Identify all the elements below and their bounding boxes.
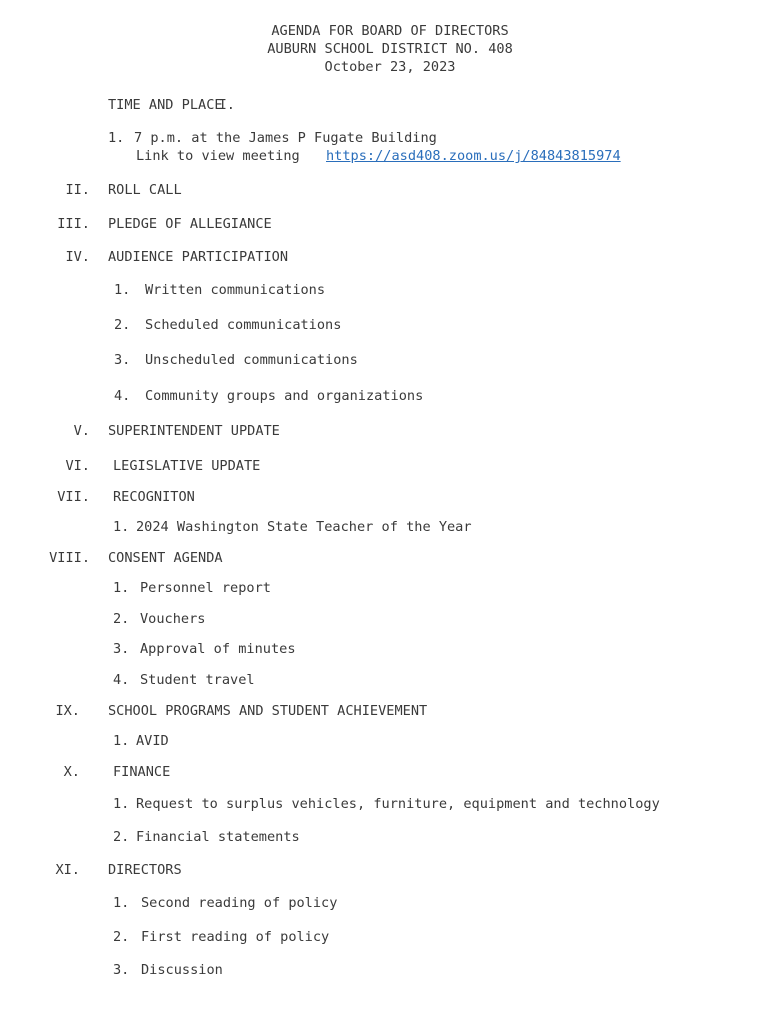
- section-title-finance: FINANCE: [113, 764, 171, 780]
- section-title-pledge: PLEDGE OF ALLEGIANCE: [108, 216, 272, 232]
- list-item: Community groups and organizations: [145, 388, 424, 404]
- item-number: 2.: [113, 611, 130, 627]
- section-title-recognition: RECOGNITON: [113, 489, 195, 505]
- list-item: Approval of minutes: [140, 641, 296, 657]
- meeting-date: October 23, 2023: [324, 59, 456, 75]
- section-numeral: VIII.: [49, 550, 90, 566]
- item-number: 2.: [114, 317, 131, 333]
- item-number: 1.: [113, 796, 130, 812]
- item-number: 4.: [113, 672, 130, 688]
- meeting-link-label: Link to view meeting: [136, 148, 300, 164]
- item-number: 1.: [113, 580, 130, 596]
- section-numeral: V.: [73, 423, 90, 439]
- meeting-location: 7 p.m. at the James P Fugate Building: [134, 130, 437, 146]
- section-numeral: IV.: [65, 249, 90, 265]
- item-number: 3.: [114, 352, 131, 368]
- list-item: First reading of policy: [141, 929, 330, 945]
- item-number: 1.: [108, 130, 125, 146]
- list-item: Discussion: [141, 962, 223, 978]
- section-title-time-and-place: TIME AND PLACE: [108, 97, 223, 113]
- section-numeral: X.: [63, 764, 80, 780]
- item-number: 1.: [113, 519, 130, 535]
- section-title-directors: DIRECTORS: [108, 862, 182, 878]
- item-number: 2.: [113, 829, 130, 845]
- district-name: AUBURN SCHOOL DISTRICT NO. 408: [267, 41, 513, 57]
- item-number: 2.: [113, 929, 130, 945]
- list-item: Personnel report: [140, 580, 271, 596]
- section-title-consent-agenda: CONSENT AGENDA: [108, 550, 223, 566]
- agenda-title: AGENDA FOR BOARD OF DIRECTORS: [271, 23, 509, 39]
- list-item: 2024 Washington State Teacher of the Year: [136, 519, 472, 535]
- item-number: 1.: [114, 282, 131, 298]
- item-number: 4.: [114, 388, 131, 404]
- item-number: 1.: [113, 733, 130, 749]
- meeting-zoom-link[interactable]: https://asd408.zoom.us/j/84843815974: [326, 148, 621, 164]
- section-numeral: IX.: [55, 703, 80, 719]
- list-item: Request to surplus vehicles, furniture, equipment and technology: [136, 796, 660, 812]
- section-title-audience-participation: AUDIENCE PARTICIPATION: [108, 249, 289, 265]
- section-numeral: II.: [65, 182, 90, 198]
- section-numeral: VI.: [65, 458, 90, 474]
- list-item: Vouchers: [140, 611, 206, 627]
- list-item: Financial statements: [136, 829, 300, 845]
- list-item: Unscheduled communications: [145, 352, 358, 368]
- item-number: 3.: [113, 641, 130, 657]
- section-title-roll-call: ROLL CALL: [108, 182, 182, 198]
- list-item: Student travel: [140, 672, 255, 688]
- section-title-superintendent-update: SUPERINTENDENT UPDATE: [108, 423, 280, 439]
- section-numeral: XI.: [55, 862, 80, 878]
- section-numeral: III.: [57, 216, 90, 232]
- list-item: Scheduled communications: [145, 317, 342, 333]
- item-number: 3.: [113, 962, 130, 978]
- section-title-school-programs: SCHOOL PROGRAMS AND STUDENT ACHIEVEMENT: [108, 703, 428, 719]
- section-numeral: I.: [218, 97, 235, 113]
- list-item: AVID: [136, 733, 169, 749]
- list-item: Written communications: [145, 282, 326, 298]
- list-item: Second reading of policy: [141, 895, 338, 911]
- item-number: 1.: [113, 895, 130, 911]
- section-numeral: VII.: [57, 489, 90, 505]
- section-title-legislative-update: LEGISLATIVE UPDATE: [113, 458, 261, 474]
